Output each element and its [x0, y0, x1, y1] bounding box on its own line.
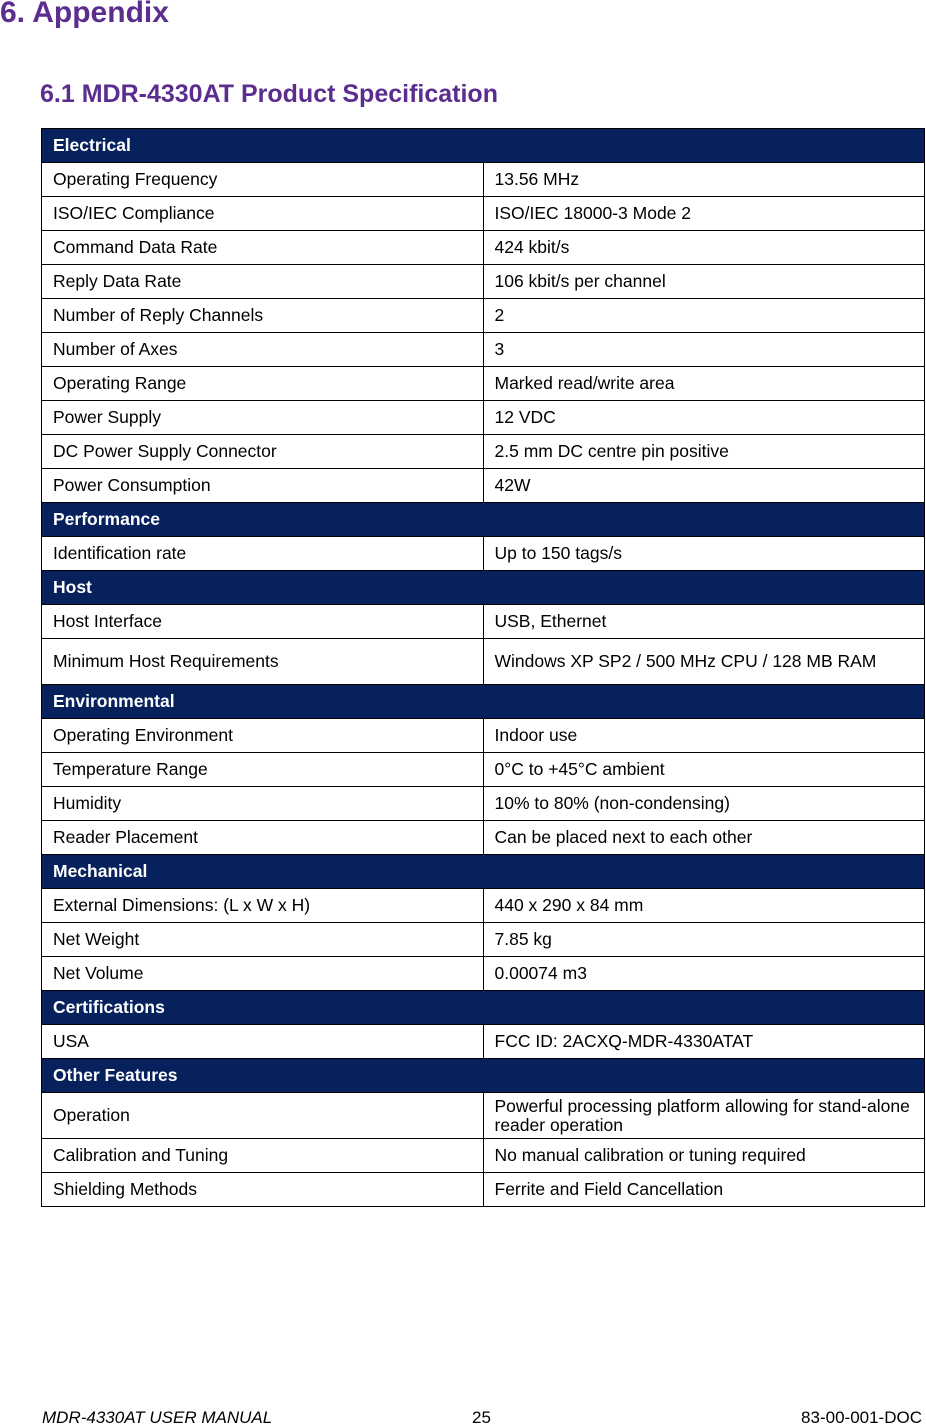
- spec-value: Indoor use: [483, 719, 925, 753]
- spec-value: 440 x 290 x 84 mm: [483, 889, 925, 923]
- spec-value: 2: [483, 299, 925, 333]
- spec-value: 10% to 80% (non-condensing): [483, 787, 925, 821]
- spec-value: 0°C to +45°C ambient: [483, 753, 925, 787]
- spec-value: Up to 150 tags/s: [483, 537, 925, 571]
- table-row: [42, 435, 925, 469]
- table-row: [42, 1139, 925, 1173]
- table-row: [42, 265, 925, 299]
- section-title: Mechanical: [42, 855, 925, 889]
- section-header-row: [42, 991, 925, 1025]
- spec-label: Operating Range: [42, 367, 484, 401]
- table-row: [42, 1025, 925, 1059]
- section-header-row: [42, 685, 925, 719]
- table-row: [42, 401, 925, 435]
- spec-value: 0.00074 m3: [483, 957, 925, 991]
- table-row: [42, 957, 925, 991]
- spec-value: No manual calibration or tuning required: [483, 1139, 925, 1173]
- table-row: [42, 367, 925, 401]
- spec-label: Shielding Methods: [42, 1173, 484, 1207]
- table-row: [42, 889, 925, 923]
- spec-value: FCC ID: 2ACXQ-MDR-4330ATAT: [483, 1025, 925, 1059]
- table-row: [42, 1093, 925, 1139]
- spec-label: Calibration and Tuning: [42, 1139, 484, 1173]
- section-header-row: [42, 855, 925, 889]
- table-row: [42, 1173, 925, 1207]
- spec-value: Powerful processing platform allowing for stand-alone reader operation: [483, 1093, 925, 1139]
- table-row: [42, 537, 925, 571]
- spec-label: USA: [42, 1025, 484, 1059]
- section-title: Other Features: [42, 1059, 925, 1093]
- spec-value: Marked read/write area: [483, 367, 925, 401]
- spec-label: Reader Placement: [42, 821, 484, 855]
- table-row: [42, 197, 925, 231]
- spec-label: Operating Frequency: [42, 163, 484, 197]
- spec-value: 424 kbit/s: [483, 231, 925, 265]
- spec-label: Humidity: [42, 787, 484, 821]
- table-row: [42, 605, 925, 639]
- table-row: [42, 333, 925, 367]
- footer-page-number: 25: [472, 1408, 491, 1427]
- spec-label: Reply Data Rate: [42, 265, 484, 299]
- page-footer: [0, 1408, 926, 1428]
- section-title: Electrical: [42, 129, 925, 163]
- footer-document-code: 83-00-001-DOC: [801, 1408, 922, 1427]
- spec-label: Command Data Rate: [42, 231, 484, 265]
- page-heading: 6. Appendix: [0, 0, 169, 29]
- section-title: Environmental: [42, 685, 925, 719]
- table-row: [42, 639, 925, 685]
- spec-label: Minimum Host Requirements: [42, 639, 484, 685]
- spec-value: 3: [483, 333, 925, 367]
- spec-value: USB, Ethernet: [483, 605, 925, 639]
- spec-value: 2.5 mm DC centre pin positive: [483, 435, 925, 469]
- table-row: [42, 163, 925, 197]
- section-title: Host: [42, 571, 925, 605]
- spec-label: Power Consumption: [42, 469, 484, 503]
- spec-value: Ferrite and Field Cancellation: [483, 1173, 925, 1207]
- spec-value: Windows XP SP2 / 500 MHz CPU / 128 MB RAM: [483, 639, 925, 685]
- section-header-row: [42, 1059, 925, 1093]
- spec-value: Can be placed next to each other: [483, 821, 925, 855]
- table-row: [42, 469, 925, 503]
- spec-label: DC Power Supply Connector: [42, 435, 484, 469]
- footer-manual-title: MDR-4330AT USER MANUAL: [42, 1408, 273, 1427]
- section-header-row: [42, 503, 925, 537]
- spec-label: Identification rate: [42, 537, 484, 571]
- spec-value: 12 VDC: [483, 401, 925, 435]
- spec-label: Temperature Range: [42, 753, 484, 787]
- spec-label: Net Weight: [42, 923, 484, 957]
- spec-label: Operation: [42, 1093, 484, 1139]
- table-row: [42, 923, 925, 957]
- section-title: Certifications: [42, 991, 925, 1025]
- spec-label: Operating Environment: [42, 719, 484, 753]
- table-row: [42, 787, 925, 821]
- section-heading: 6.1 MDR-4330AT Product Specification: [40, 80, 498, 108]
- spec-label: Number of Axes: [42, 333, 484, 367]
- spec-value: 106 kbit/s per channel: [483, 265, 925, 299]
- table-row: [42, 231, 925, 265]
- specification-table: [41, 128, 925, 1207]
- table-row: [42, 753, 925, 787]
- spec-label: Net Volume: [42, 957, 484, 991]
- spec-label: Number of Reply Channels: [42, 299, 484, 333]
- table-row: [42, 719, 925, 753]
- spec-value: 42W: [483, 469, 925, 503]
- spec-label: ISO/IEC Compliance: [42, 197, 484, 231]
- section-header-row: [42, 129, 925, 163]
- section-title: Performance: [42, 503, 925, 537]
- spec-value: 13.56 MHz: [483, 163, 925, 197]
- spec-label: External Dimensions: (L x W x H): [42, 889, 484, 923]
- table-row: [42, 821, 925, 855]
- spec-label: Host Interface: [42, 605, 484, 639]
- spec-label: Power Supply: [42, 401, 484, 435]
- spec-value: ISO/IEC 18000-3 Mode 2: [483, 197, 925, 231]
- section-header-row: [42, 571, 925, 605]
- table-row: [42, 299, 925, 333]
- spec-value: 7.85 kg: [483, 923, 925, 957]
